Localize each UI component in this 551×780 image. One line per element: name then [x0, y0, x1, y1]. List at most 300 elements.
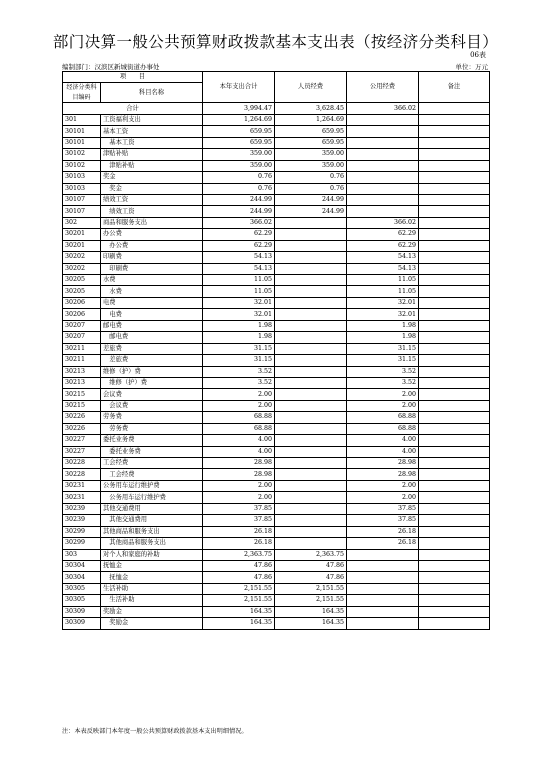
cell-name: 生活补助 [101, 595, 203, 606]
cell-code: 30228 [63, 458, 101, 469]
cell-total: 2.00 [203, 400, 275, 411]
cell-remark [419, 320, 490, 331]
cell-remark [419, 618, 490, 629]
form-number: 06表 [470, 51, 486, 59]
cell-code: 30227 [63, 446, 101, 457]
cell-total: 4.00 [203, 435, 275, 446]
cell-personnel [275, 229, 347, 240]
table-row [63, 320, 490, 331]
cell-remark [419, 458, 490, 469]
cell-name: 津贴补贴 [101, 160, 203, 171]
cell-remark [419, 149, 490, 160]
cell-name: 工资福利支出 [101, 114, 203, 125]
cell-personnel [275, 275, 347, 286]
cell-name: 工会经费 [101, 469, 203, 480]
cell-public: 11.05 [347, 286, 419, 297]
cell-code: 30231 [63, 492, 101, 503]
total-amount: 3,994.47 [203, 103, 275, 114]
cell-name: 办公费 [101, 240, 203, 251]
cell-public: 26.18 [347, 538, 419, 549]
table-row [63, 229, 490, 240]
cell-code: 30206 [63, 297, 101, 308]
cell-total: 659.95 [203, 126, 275, 137]
cell-remark [419, 423, 490, 434]
table-row [63, 366, 490, 377]
cell-total: 28.98 [203, 458, 275, 469]
cell-total: 3.52 [203, 366, 275, 377]
table-row [63, 286, 490, 297]
table-row [63, 606, 490, 617]
cell-name: 商品和服务支出 [101, 217, 203, 228]
cell-remark [419, 263, 490, 274]
table-row [63, 297, 490, 308]
cell-remark [419, 412, 490, 423]
cell-personnel: 659.95 [275, 137, 347, 148]
cell-personnel [275, 526, 347, 537]
cell-public: 3.52 [347, 366, 419, 377]
cell-public: 1.98 [347, 332, 419, 343]
cell-name: 办公费 [101, 229, 203, 240]
cell-total: 26.18 [203, 526, 275, 537]
table-row [63, 549, 490, 560]
cell-name: 会议费 [101, 389, 203, 400]
cell-remark [419, 492, 490, 503]
cell-name: 奖金 [101, 183, 203, 194]
cell-personnel [275, 297, 347, 308]
cell-name: 其他商品和服务支出 [101, 526, 203, 537]
cell-code: 30304 [63, 572, 101, 583]
cell-personnel [275, 458, 347, 469]
cell-total: 11.05 [203, 286, 275, 297]
cell-total: 2,363.75 [203, 549, 275, 560]
cell-name: 委托业务费 [101, 446, 203, 457]
cell-total: 2.00 [203, 480, 275, 491]
cell-code: 30207 [63, 320, 101, 331]
cell-code: 30213 [63, 377, 101, 388]
cell-name: 基本工资 [101, 126, 203, 137]
cell-total: 659.95 [203, 137, 275, 148]
total-personnel: 3,628.45 [275, 103, 347, 114]
header-name: 科目名称 [101, 83, 203, 103]
cell-name: 水费 [101, 286, 203, 297]
cell-code: 30239 [63, 503, 101, 514]
cell-total: 31.15 [203, 343, 275, 354]
table-row [63, 560, 490, 571]
header-remark: 备注 [419, 72, 490, 103]
cell-total: 164.35 [203, 618, 275, 629]
cell-public: 32.01 [347, 297, 419, 308]
cell-remark [419, 343, 490, 354]
cell-name: 电费 [101, 297, 203, 308]
department-label: 编制部门：汉滨区新城街道办事处 [62, 63, 160, 71]
cell-public: 366.02 [347, 217, 419, 228]
cell-personnel [275, 355, 347, 366]
cell-total: 62.29 [203, 240, 275, 251]
cell-public: 3.52 [347, 377, 419, 388]
cell-code: 30101 [63, 126, 101, 137]
page-title: 部门决算一般公共预算财政拨款基本支出表（按经济分类科目） [52, 33, 499, 51]
cell-name: 工会经费 [101, 458, 203, 469]
cell-public: 28.98 [347, 469, 419, 480]
cell-personnel [275, 240, 347, 251]
cell-personnel [275, 423, 347, 434]
cell-code: 30226 [63, 423, 101, 434]
cell-code: 30102 [63, 149, 101, 160]
cell-code: 30205 [63, 286, 101, 297]
cell-name: 邮电费 [101, 332, 203, 343]
table-row [63, 503, 490, 514]
cell-public [347, 114, 419, 125]
cell-total: 37.85 [203, 515, 275, 526]
cell-code: 30309 [63, 606, 101, 617]
table-row [63, 458, 490, 469]
cell-code: 30227 [63, 435, 101, 446]
table-row [63, 377, 490, 388]
table-row [63, 217, 490, 228]
table-row [63, 126, 490, 137]
cell-personnel: 244.99 [275, 194, 347, 205]
cell-code: 30239 [63, 515, 101, 526]
table-row [63, 480, 490, 491]
cell-name: 公务用车运行维护费 [101, 480, 203, 491]
table-row [63, 240, 490, 251]
cell-public: 68.88 [347, 412, 419, 423]
cell-remark [419, 366, 490, 377]
cell-total: 68.88 [203, 423, 275, 434]
table-row [63, 309, 490, 320]
cell-code: 30228 [63, 469, 101, 480]
cell-personnel [275, 252, 347, 263]
cell-total: 26.18 [203, 538, 275, 549]
cell-name: 印刷费 [101, 263, 203, 274]
cell-code: 30305 [63, 583, 101, 594]
cell-name: 津贴补贴 [101, 149, 203, 160]
cell-name: 维修（护）费 [101, 366, 203, 377]
table-row [63, 423, 490, 434]
cell-code: 30231 [63, 480, 101, 491]
cell-remark [419, 560, 490, 571]
cell-name: 会议费 [101, 400, 203, 411]
cell-public: 37.85 [347, 515, 419, 526]
table-row [63, 332, 490, 343]
cell-public: 31.15 [347, 355, 419, 366]
cell-public [347, 183, 419, 194]
table-row [63, 137, 490, 148]
table-row [63, 435, 490, 446]
cell-public: 28.98 [347, 458, 419, 469]
table-row [63, 172, 490, 183]
cell-total: 3.52 [203, 377, 275, 388]
cell-personnel: 359.00 [275, 160, 347, 171]
cell-code: 30103 [63, 172, 101, 183]
table-row [63, 206, 490, 217]
cell-remark [419, 160, 490, 171]
cell-personnel: 0.76 [275, 172, 347, 183]
cell-remark [419, 275, 490, 286]
cell-total: 2,151.55 [203, 595, 275, 606]
cell-code: 30202 [63, 263, 101, 274]
cell-name: 其他交通费用 [101, 503, 203, 514]
cell-remark [419, 172, 490, 183]
cell-total: 2.00 [203, 492, 275, 503]
cell-total: 4.00 [203, 446, 275, 457]
cell-total: 47.86 [203, 572, 275, 583]
cell-remark [419, 217, 490, 228]
cell-remark [419, 526, 490, 537]
table-row [63, 275, 490, 286]
cell-total: 31.15 [203, 355, 275, 366]
cell-total: 366.02 [203, 217, 275, 228]
table-row [63, 400, 490, 411]
cell-personnel [275, 389, 347, 400]
cell-code: 30211 [63, 355, 101, 366]
total-remark [419, 103, 490, 114]
cell-remark [419, 606, 490, 617]
table-row [63, 252, 490, 263]
cell-public [347, 126, 419, 137]
cell-name: 奖励金 [101, 618, 203, 629]
unit-label: 单位：万元 [455, 63, 488, 71]
cell-remark [419, 355, 490, 366]
cell-code: 30309 [63, 618, 101, 629]
cell-name: 印刷费 [101, 252, 203, 263]
cell-public: 32.01 [347, 309, 419, 320]
cell-total: 28.98 [203, 469, 275, 480]
table-row [63, 343, 490, 354]
cell-personnel [275, 503, 347, 514]
table-row [63, 446, 490, 457]
footnote: 注：本表反映部门本年度一般公共预算财政拨款基本支出明细情况。 [62, 728, 248, 735]
cell-personnel [275, 435, 347, 446]
cell-public: 2.00 [347, 480, 419, 491]
cell-name: 委托业务费 [101, 435, 203, 446]
table-row [63, 114, 490, 125]
cell-name: 抚恤金 [101, 572, 203, 583]
cell-public: 1.98 [347, 320, 419, 331]
cell-name: 生活补助 [101, 583, 203, 594]
cell-code: 30205 [63, 275, 101, 286]
table-row [63, 492, 490, 503]
cell-remark [419, 549, 490, 560]
table-row [63, 149, 490, 160]
cell-public: 2.00 [347, 400, 419, 411]
table-row [63, 572, 490, 583]
cell-personnel: 359.00 [275, 149, 347, 160]
cell-personnel [275, 263, 347, 274]
cell-personnel: 47.86 [275, 572, 347, 583]
cell-public [347, 149, 419, 160]
expenditure-table [62, 71, 490, 630]
cell-total: 54.13 [203, 263, 275, 274]
cell-remark [419, 297, 490, 308]
cell-personnel [275, 400, 347, 411]
header-code: 经济分类科目编码 [63, 83, 101, 103]
table-row [63, 389, 490, 400]
cell-total: 2.00 [203, 389, 275, 400]
cell-total: 62.29 [203, 229, 275, 240]
cell-name: 对个人和家庭的补助 [101, 549, 203, 560]
table-row [63, 538, 490, 549]
cell-remark [419, 400, 490, 411]
cell-personnel: 244.99 [275, 206, 347, 217]
cell-code: 30215 [63, 400, 101, 411]
cell-public [347, 583, 419, 594]
cell-personnel [275, 343, 347, 354]
cell-remark [419, 126, 490, 137]
cell-remark [419, 595, 490, 606]
table-row [63, 160, 490, 171]
cell-public: 54.13 [347, 263, 419, 274]
cell-code: 30299 [63, 526, 101, 537]
cell-public [347, 172, 419, 183]
cell-code: 30305 [63, 595, 101, 606]
cell-code: 30107 [63, 194, 101, 205]
cell-code: 30213 [63, 366, 101, 377]
cell-total: 32.01 [203, 309, 275, 320]
cell-total: 164.35 [203, 606, 275, 617]
cell-name: 差旅费 [101, 343, 203, 354]
cell-remark [419, 229, 490, 240]
cell-public: 4.00 [347, 446, 419, 457]
cell-total: 54.13 [203, 252, 275, 263]
cell-code: 30102 [63, 160, 101, 171]
cell-name: 绩效工资 [101, 194, 203, 205]
cell-remark [419, 377, 490, 388]
cell-personnel [275, 492, 347, 503]
table-body [63, 103, 490, 629]
cell-code: 30226 [63, 412, 101, 423]
cell-remark [419, 309, 490, 320]
cell-personnel [275, 538, 347, 549]
cell-public [347, 572, 419, 583]
table-row [63, 618, 490, 629]
cell-personnel [275, 366, 347, 377]
total-row [63, 103, 490, 114]
cell-personnel: 164.35 [275, 618, 347, 629]
cell-personnel: 2,363.75 [275, 549, 347, 560]
cell-remark [419, 583, 490, 594]
table-row [63, 595, 490, 606]
cell-remark [419, 538, 490, 549]
cell-code: 30211 [63, 343, 101, 354]
cell-public: 68.88 [347, 423, 419, 434]
cell-remark [419, 240, 490, 251]
cell-public [347, 137, 419, 148]
cell-total: 359.00 [203, 149, 275, 160]
cell-public [347, 549, 419, 560]
cell-public [347, 206, 419, 217]
cell-remark [419, 446, 490, 457]
cell-remark [419, 137, 490, 148]
cell-personnel: 2,151.55 [275, 595, 347, 606]
cell-code: 301 [63, 114, 101, 125]
cell-total: 1.98 [203, 320, 275, 331]
cell-code: 30202 [63, 252, 101, 263]
cell-personnel: 2,151.55 [275, 583, 347, 594]
cell-personnel: 164.35 [275, 606, 347, 617]
cell-total: 32.01 [203, 297, 275, 308]
table-row [63, 412, 490, 423]
cell-public [347, 194, 419, 205]
cell-personnel [275, 480, 347, 491]
cell-total: 244.99 [203, 194, 275, 205]
cell-public: 2.00 [347, 492, 419, 503]
cell-remark [419, 572, 490, 583]
cell-remark [419, 389, 490, 400]
cell-name: 水费 [101, 275, 203, 286]
cell-code: 30201 [63, 229, 101, 240]
cell-name: 电费 [101, 309, 203, 320]
cell-code: 30304 [63, 560, 101, 571]
cell-remark [419, 183, 490, 194]
cell-personnel [275, 320, 347, 331]
cell-public: 62.29 [347, 240, 419, 251]
cell-code: 30103 [63, 183, 101, 194]
cell-public [347, 606, 419, 617]
cell-total: 0.76 [203, 172, 275, 183]
cell-name: 抚恤金 [101, 560, 203, 571]
header-public: 公用经费 [347, 72, 419, 103]
table-row [63, 526, 490, 537]
cell-remark [419, 480, 490, 491]
cell-code: 303 [63, 549, 101, 560]
cell-total: 0.76 [203, 183, 275, 194]
cell-total: 1,264.69 [203, 114, 275, 125]
cell-public: 31.15 [347, 343, 419, 354]
cell-public [347, 560, 419, 571]
cell-personnel [275, 446, 347, 457]
cell-personnel [275, 217, 347, 228]
table-row [63, 583, 490, 594]
cell-name: 奖金 [101, 172, 203, 183]
cell-public [347, 595, 419, 606]
cell-remark [419, 194, 490, 205]
cell-code: 30206 [63, 309, 101, 320]
cell-name: 奖励金 [101, 606, 203, 617]
cell-personnel: 659.95 [275, 126, 347, 137]
cell-code: 30201 [63, 240, 101, 251]
cell-total: 359.00 [203, 160, 275, 171]
cell-name: 绩效工资 [101, 206, 203, 217]
cell-remark [419, 515, 490, 526]
cell-public: 2.00 [347, 389, 419, 400]
cell-name: 邮电费 [101, 320, 203, 331]
header-total: 本年支出合计 [203, 72, 275, 103]
table-row [63, 194, 490, 205]
cell-name: 其他商品和服务支出 [101, 538, 203, 549]
header-item: 项 目 [63, 72, 203, 83]
cell-code: 30107 [63, 206, 101, 217]
cell-personnel [275, 332, 347, 343]
cell-public: 11.05 [347, 275, 419, 286]
cell-public: 62.29 [347, 229, 419, 240]
total-label: 合计 [63, 103, 203, 114]
cell-personnel [275, 286, 347, 297]
table-row [63, 263, 490, 274]
cell-code: 30299 [63, 538, 101, 549]
total-public: 366.02 [347, 103, 419, 114]
cell-remark [419, 469, 490, 480]
cell-name: 劳务费 [101, 423, 203, 434]
cell-remark [419, 503, 490, 514]
cell-public [347, 618, 419, 629]
cell-personnel [275, 309, 347, 320]
cell-code: 30101 [63, 137, 101, 148]
cell-personnel [275, 469, 347, 480]
cell-remark [419, 206, 490, 217]
table-row [63, 355, 490, 366]
cell-personnel [275, 412, 347, 423]
